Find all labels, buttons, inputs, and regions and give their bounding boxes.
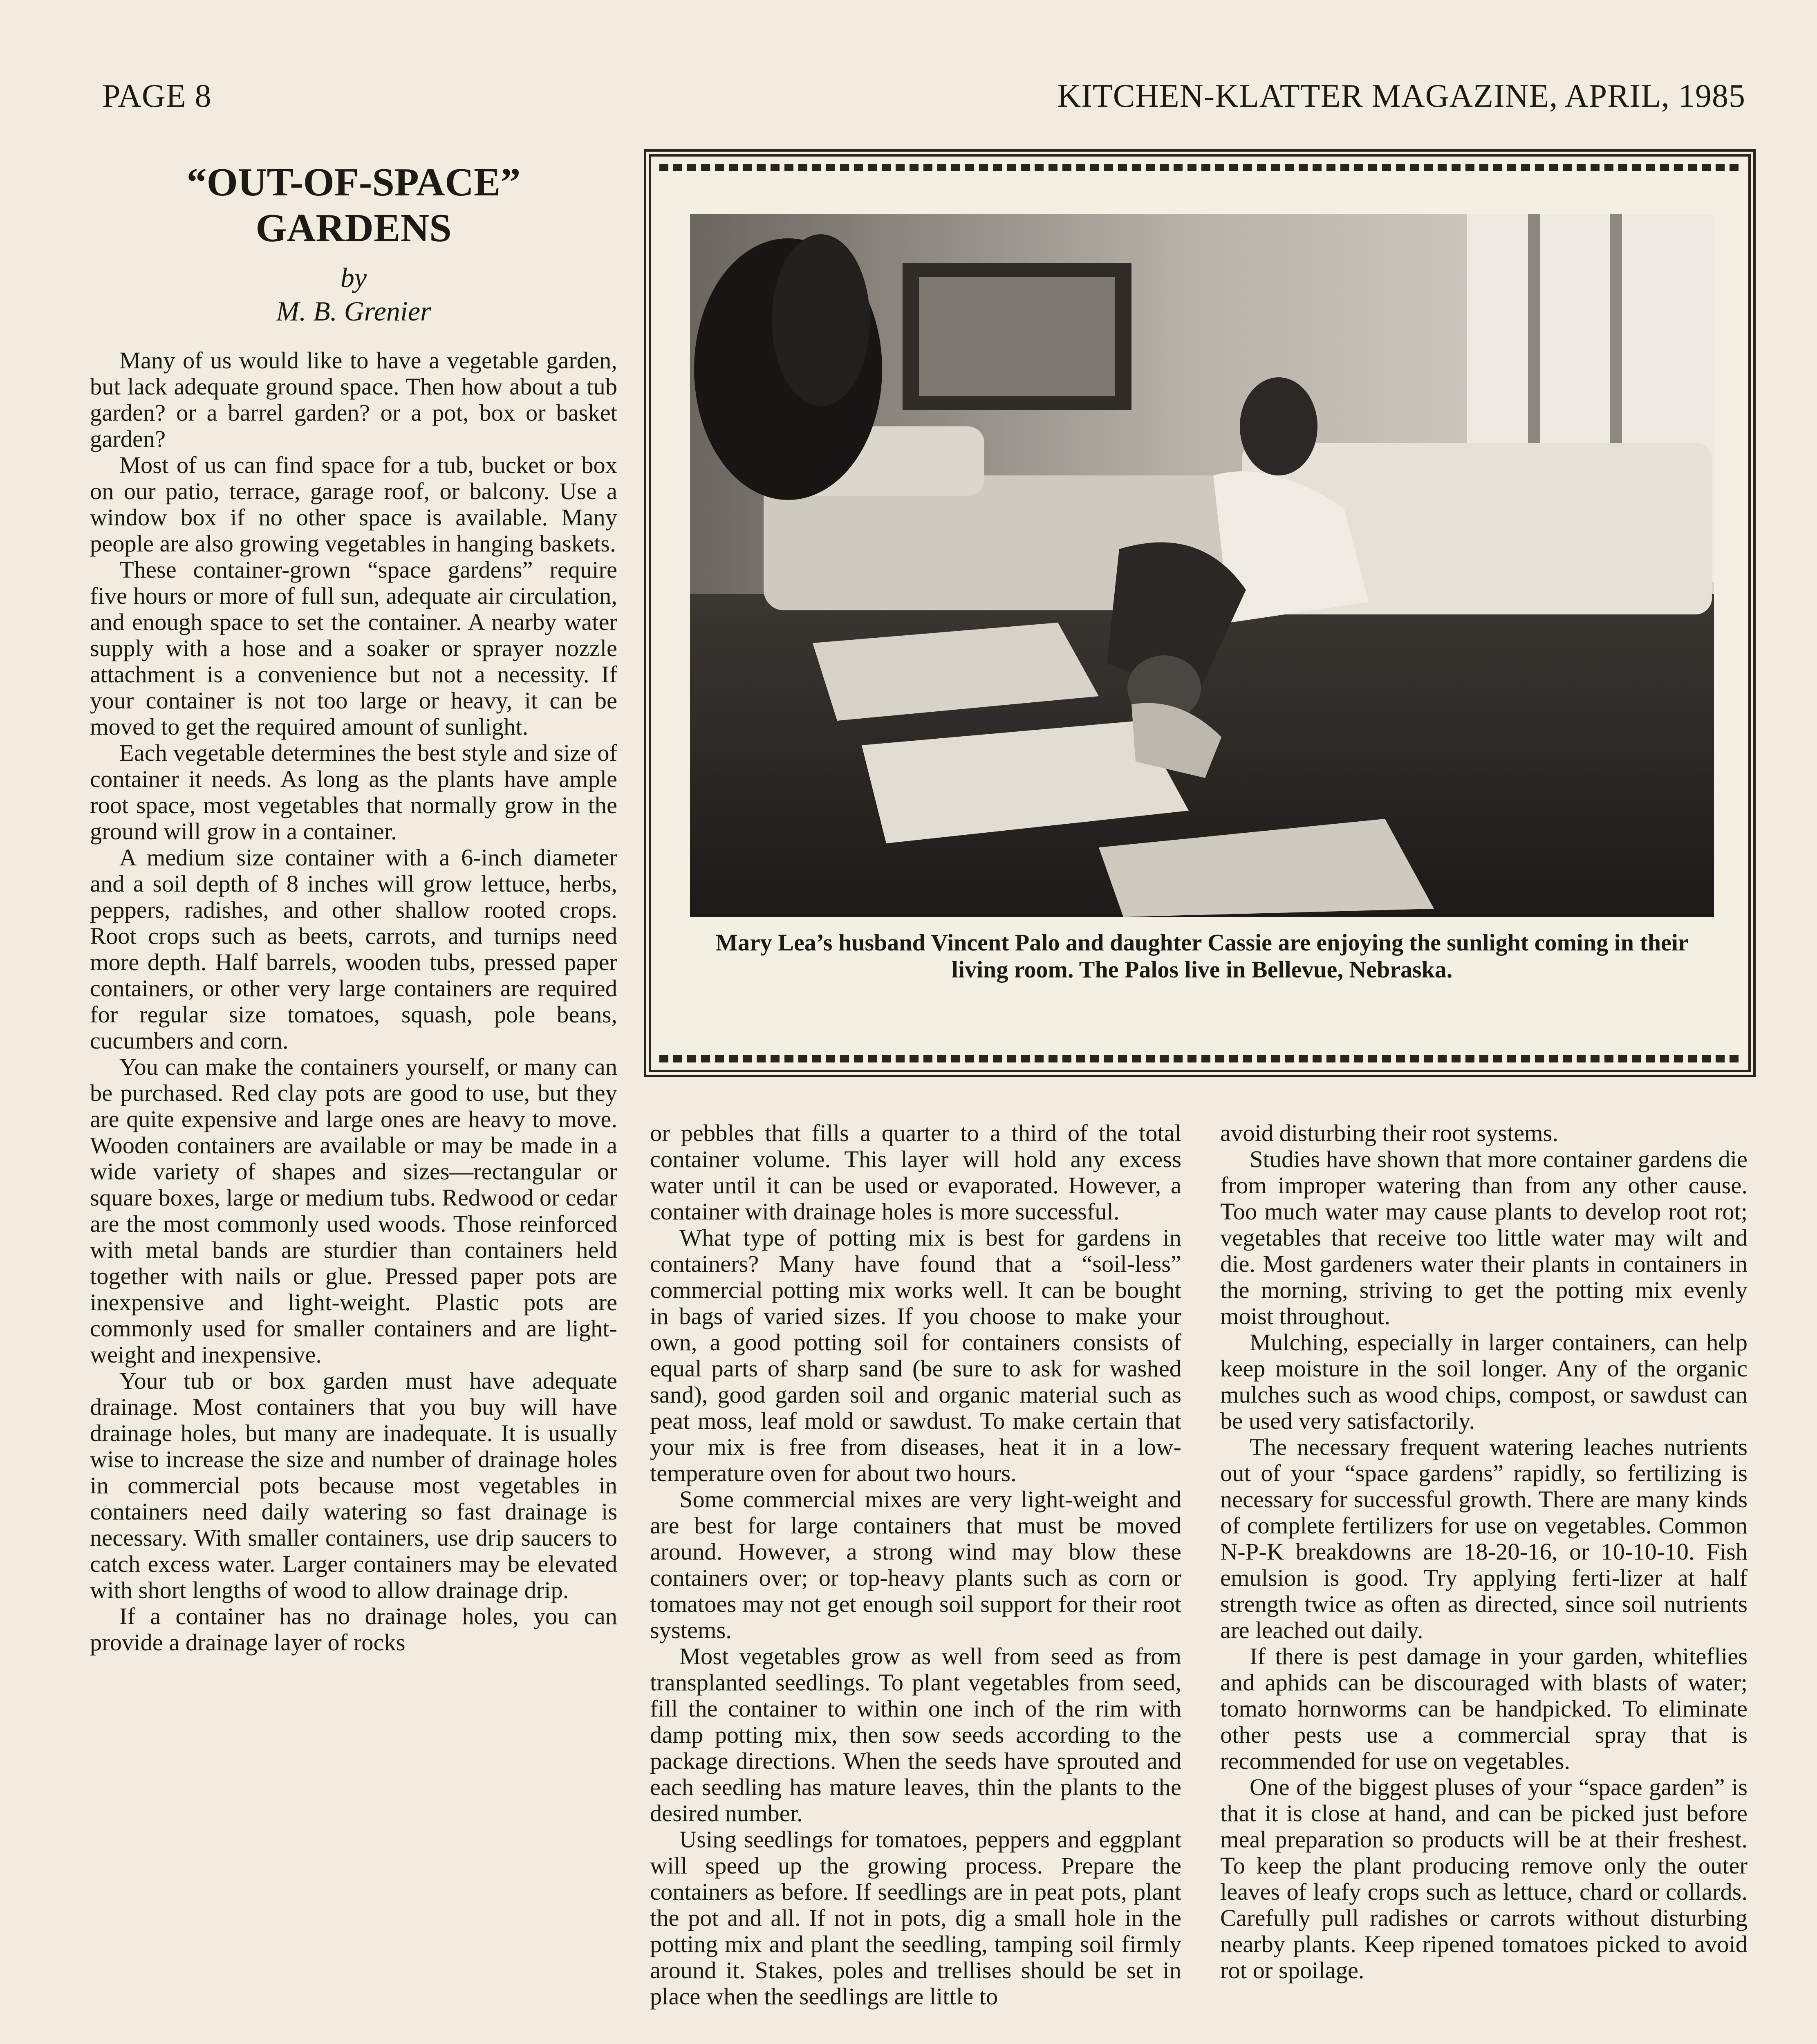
paragraph: Your tub or box garden must have adequate drainage. Most containers that you buy will have drainage holes, but many are inadequate. It is usually wise to increase the size and number of drainage holes in commercial pots because most vegetables in containers need daily watering so fast drainage is necessary. With smaller containers, use drip saucers to catch excess water. Larger containers may be elevated with short lengths of wood to allow drainage drip. xyxy=(90,1367,617,1603)
paragraph: These container-grown “space gardens” require five hours or more of full sun, adequate air circulation, and enough space to set the container. A nearby water supply with a hose and a soaker or sprayer nozzle attachment is a convenience but not a necessity. If your container is not too large or heavy, it can be moved to get the required amount of sunlight. xyxy=(90,556,617,740)
paragraph: What type of potting mix is best for gardens in containers? Many have found that a “soil-less” commercial potting mix works well. It can be bought in bags of varied sizes. If you choose to make your own, a good potting soil for containers consists of equal parts of sharp sand (be sure to ask for washed sand), good garden soil and organic material such as peat moss, leaf mold or sawdust. To make certain that your mix is free from diseases, heat it in a low-temperature oven for about two hours. xyxy=(650,1224,1181,1486)
byline-author: M. B. Grenier xyxy=(276,296,431,327)
running-title: KITCHEN-KLATTER MAGAZINE, APRIL, 1985 xyxy=(1057,78,1745,114)
article-title-block xyxy=(90,159,617,328)
page-number: PAGE 8 xyxy=(102,78,212,114)
text-column-2 xyxy=(650,1120,1181,2010)
paragraph: Many of us would like to have a vegetable garden, but lack adequate ground space. Then how about a tub garden? or a barrel garden? or a pot, box or basket garden? xyxy=(90,347,617,452)
paragraph: or pebbles that fills a quarter to a third of the total container volume. This layer will hold any excess water until it can be used or evaporated. However, a container with drainage holes is more successful. xyxy=(650,1120,1181,1225)
paragraph: Studies have shown that more container gardens die from improper watering than from any other cause. Too much water may cause plants to develop root rot; vegetables that receive too little water may wilt and die. Most gardeners water their plants in containers in the morning, striving to get the potting mix evenly moist throughout. xyxy=(1220,1146,1748,1329)
paragraph: The necessary frequent watering leaches nutrients out of your “space gardens” rapidly, so fertilizing is necessary for successful growth. There are many kinds of complete fertilizers for use on vegetables. Common N-P-K breakdowns are 18-20-16, or 10-10-10. Fish emulsion is good. Try applying ferti-lizer at half strength twice as often as directed, since soil nutrients are leached out daily. xyxy=(1220,1434,1748,1643)
photo-frame xyxy=(644,149,1756,1077)
article-title-line-1: “OUT-OF-SPACE” xyxy=(186,160,521,204)
living-room-photo xyxy=(690,214,1714,917)
paragraph: Mulching, especially in larger containers, can help keep moisture in the soil longer. Any of the organic mulches such as wood chips, compost, or sawdust can be used very satisfactorily. xyxy=(1220,1329,1748,1434)
paragraph: Most of us can find space for a tub, bucket or box on our patio, terrace, garage roof, or balcony. Use a window box if no other space is available. Many people are also growing vegetables in hanging baskets. xyxy=(90,452,617,557)
photo-illustration xyxy=(690,214,1714,917)
paragraph: Most vegetables grow as well from seed as from transplanted seedlings. To plant vegetables from seed, fill the container to within one inch of the rim with damp potting mix, then sow seeds according to the package directions. When the seeds have sprouted and each seedling has mature leaves, thin the plants to the desired number. xyxy=(650,1643,1181,1827)
text-column-1 xyxy=(90,347,617,1656)
paragraph: avoid disturbing their root systems. xyxy=(1220,1120,1559,1146)
photo-caption: Mary Lea’s husband Vincent Palo and daughter Cassie are enjoying the sunlight coming in their living room. The Palos live in Bellevue, Nebraska. xyxy=(715,929,1689,983)
text-column-3 xyxy=(1220,1120,1748,1983)
paragraph: If a container has no drainage holes, you can provide a drainage layer of rocks xyxy=(90,1603,617,1656)
paragraph: Using seedlings for tomatoes, peppers and eggplant will speed up the growing process. Prepare the containers as before. If seedlings are in peat pots, plant the pot and all. If not in pots, dig a small hole in the potting mix and plant the seedling, tamping soil firmly around it. Stakes, poles and trellises should be set in place when the seedlings are little to xyxy=(650,1826,1181,2010)
paragraph: You can make the containers yourself, or many can be purchased. Red clay pots are good to use, but they are quite expensive and large ones are heavy to move. Wooden containers are available or may be made in a wide variety of shapes and sizes—rectangular or square boxes, large or medium tubs. Redwood or cedar are the most commonly used woods. Those reinforced with metal bands are sturdier than containers held together with nails or glue. Pressed paper pots are inexpensive and light-weight. Plastic pots are commonly used for smaller containers and are light-weight and inexpensive. xyxy=(90,1053,617,1368)
paragraph: One of the biggest pluses of your “space garden” is that it is close at hand, and can be picked just before meal preparation so products will be at their freshest. To keep the plant producing remove only the outer leaves of leafy crops such as lettuce, chard or collards. Carefully pull radishes or carrots without disturbing nearby plants. Keep ripened tomatoes picked to avoid rot or spoilage. xyxy=(1220,1774,1748,1983)
article-title-line-2: GARDENS xyxy=(255,206,452,250)
paragraph: If there is pest damage in your garden, whiteflies and aphids can be discouraged with blasts of water; tomato hornworms can be handpicked. To eliminate other pests use a commercial spray that is recommended for use on vegetables. xyxy=(1220,1643,1748,1774)
paragraph: A medium size container with a 6-inch diameter and a soil depth of 8 inches will grow lettuce, herbs, peppers, radishes, and other shallow rooted crops. Root crops such as beets, carrots, and turnips need more depth. Half barrels, wooden tubs, pressed paper containers, or other very large containers are required for regular size tomatoes, squash, pole beans, cucumbers and corn. xyxy=(90,844,617,1054)
paragraph: Each vegetable determines the best style and size of container it needs. As long as the plants have ample root space, most vegetables that normally grow in the ground will grow in a container. xyxy=(90,740,617,845)
paragraph: Some commercial mixes are very light-weight and are best for large containers that must be moved around. However, a strong wind may blow these containers over; or top-heavy plants such as corn or tomatoes may not get enough soil support for their root systems. xyxy=(650,1486,1181,1643)
byline-by: by xyxy=(340,262,367,293)
